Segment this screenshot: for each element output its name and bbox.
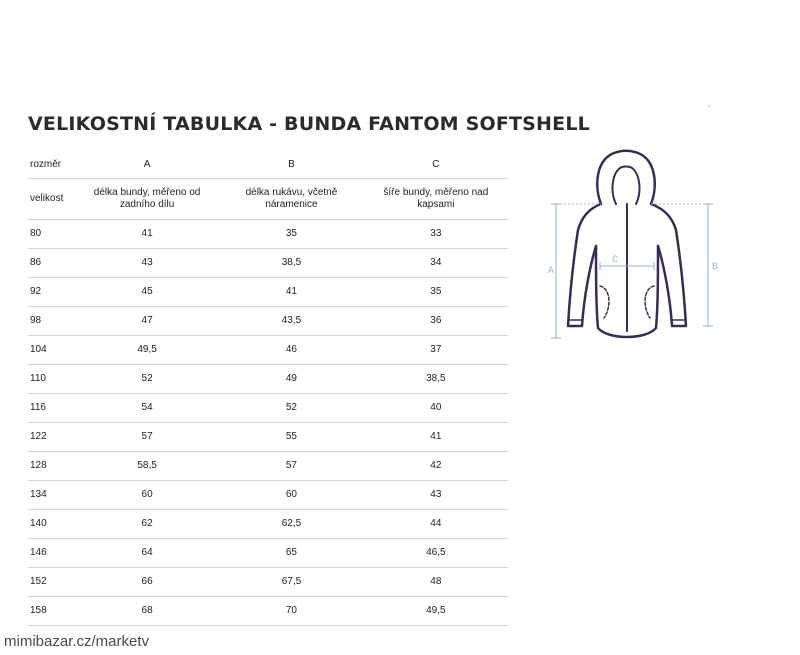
cell-size: 104 [28, 336, 75, 365]
cell-size: 140 [28, 510, 75, 539]
table-row [28, 423, 508, 452]
table-row [28, 481, 508, 510]
cell-a: 57 [75, 423, 219, 452]
cell-a: 47 [75, 307, 219, 336]
jacket-outline [568, 151, 686, 337]
cell-size: 128 [28, 452, 75, 481]
table-row [28, 278, 508, 307]
table-row [28, 568, 508, 597]
table-row [28, 249, 508, 278]
cell-size: 158 [28, 597, 75, 626]
cell-a: 58,5 [75, 452, 219, 481]
cell-size: 98 [28, 307, 75, 336]
table-row [28, 510, 508, 539]
cell-b: 62,5 [219, 510, 363, 539]
cell-size: 86 [28, 249, 75, 278]
header-a: A [75, 152, 219, 179]
cell-b: 43,5 [219, 307, 363, 336]
table-header-row-descriptions [28, 179, 508, 220]
cell-c: 33 [364, 220, 508, 249]
cell-a: 45 [75, 278, 219, 307]
cell-a: 54 [75, 394, 219, 423]
cell-a: 49,5 [75, 336, 219, 365]
cell-a: 64 [75, 539, 219, 568]
label-c: C [612, 254, 619, 264]
label-b: B [712, 261, 719, 271]
table-row [28, 307, 508, 336]
cell-size: 134 [28, 481, 75, 510]
cell-b: 60 [219, 481, 363, 510]
cell-b: 70 [219, 597, 363, 626]
header-b: B [219, 152, 363, 179]
cell-size: 92 [28, 278, 75, 307]
right-pocket [645, 286, 654, 318]
cell-c: 46,5 [364, 539, 508, 568]
page-title: VELIKOSTNÍ TABULKA - BUNDA FANTOM SOFTSHELL [28, 113, 590, 135]
measure-lines [551, 204, 713, 338]
hood-inner-outline [613, 167, 640, 205]
cell-c: 34 [364, 249, 508, 278]
cell-c: 37 [364, 336, 508, 365]
cell-b: 49 [219, 365, 363, 394]
cell-b: 55 [219, 423, 363, 452]
cell-c: 36 [364, 307, 508, 336]
cell-c: 38,5 [364, 365, 508, 394]
table-body [28, 220, 508, 626]
cell-a: 60 [75, 481, 219, 510]
cell-b: 65 [219, 539, 363, 568]
cell-b: 41 [219, 278, 363, 307]
cell-a: 68 [75, 597, 219, 626]
cell-c: 40 [364, 394, 508, 423]
cell-a: 66 [75, 568, 219, 597]
header-desc-a: délka bundy, měřeno od zadního dílu [75, 179, 219, 220]
watermark: mimibazar.cz/marketv [4, 633, 150, 650]
table-header-row-letters [28, 152, 508, 179]
cell-b: 35 [219, 220, 363, 249]
header-desc-b: délka rukávu, včetně náramenice [219, 179, 363, 220]
table-row [28, 365, 508, 394]
cell-size: 116 [28, 394, 75, 423]
table-row [28, 597, 508, 626]
cell-c: 42 [364, 452, 508, 481]
header-rozmer: rozměr [28, 152, 75, 179]
table-row [28, 336, 508, 365]
table-row [28, 220, 508, 249]
cell-b: 46 [219, 336, 363, 365]
cell-b: 57 [219, 452, 363, 481]
cell-a: 43 [75, 249, 219, 278]
cell-size: 80 [28, 220, 75, 249]
decorative-dot [708, 105, 710, 107]
table-row [28, 394, 508, 423]
cell-c: 43 [364, 481, 508, 510]
cell-a: 41 [75, 220, 219, 249]
header-velikost: velikost [28, 179, 75, 220]
header-c: C [364, 152, 508, 179]
size-table [28, 152, 508, 626]
left-pocket [600, 286, 609, 318]
cell-c: 49,5 [364, 597, 508, 626]
cell-size: 110 [28, 365, 75, 394]
cell-b: 52 [219, 394, 363, 423]
cell-c: 48 [364, 568, 508, 597]
cell-a: 52 [75, 365, 219, 394]
cell-c: 35 [364, 278, 508, 307]
header-desc-c: šíře bundy, měřeno nad kapsami [364, 179, 508, 220]
table-row [28, 539, 508, 568]
hood-outline [597, 151, 654, 204]
cell-size: 122 [28, 423, 75, 452]
cell-b: 38,5 [219, 249, 363, 278]
cell-c: 44 [364, 510, 508, 539]
cell-size: 146 [28, 539, 75, 568]
cell-b: 67,5 [219, 568, 363, 597]
table-row [28, 452, 508, 481]
cell-size: 152 [28, 568, 75, 597]
jacket-diagram [538, 146, 738, 346]
label-a: A [548, 265, 555, 275]
cell-c: 41 [364, 423, 508, 452]
cell-a: 62 [75, 510, 219, 539]
